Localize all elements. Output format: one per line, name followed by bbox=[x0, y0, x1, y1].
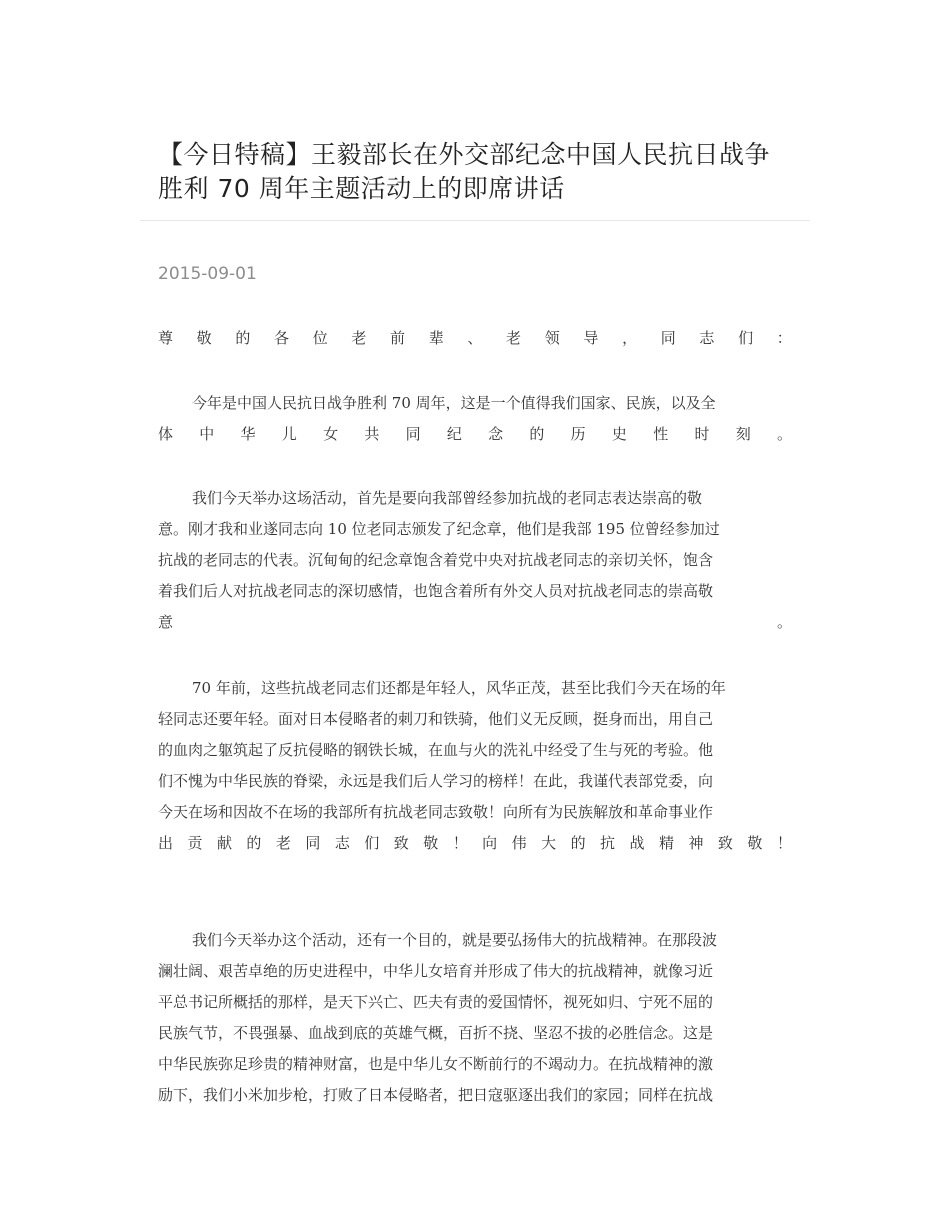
glyph: 的 bbox=[529, 425, 545, 443]
glyph: ！ bbox=[452, 834, 468, 852]
paragraph-line: 励下，我们小米加步枪，打败了日本侵略者，把日寇驱逐出我们的家园；同样在抗战 bbox=[158, 1086, 714, 1104]
glyph: 性 bbox=[653, 425, 669, 443]
glyph: 历 bbox=[570, 425, 586, 443]
glyph: 念 bbox=[488, 425, 504, 443]
glyph: 位 bbox=[312, 329, 328, 347]
glyph: 体 bbox=[158, 425, 174, 443]
title-divider bbox=[140, 220, 810, 221]
glyph: 各 bbox=[274, 329, 290, 347]
glyph: 精 bbox=[658, 834, 674, 852]
glyph: ： bbox=[776, 329, 792, 347]
justified-line bbox=[158, 323, 792, 354]
glyph: 致 bbox=[717, 834, 733, 852]
paragraph-line: 今天在场和因故不在场的我部所有抗战老同志致敬！向所有为民族解放和革命事业作 bbox=[158, 803, 714, 821]
glyph: 尊 bbox=[158, 329, 174, 347]
glyph: 共 bbox=[364, 425, 380, 443]
glyph: 纪 bbox=[446, 425, 462, 443]
glyph: 的 bbox=[570, 834, 586, 852]
glyph: 儿 bbox=[281, 425, 297, 443]
greeting bbox=[158, 323, 792, 354]
glyph: 导 bbox=[583, 329, 599, 347]
paragraph-line: 着我们后人对抗战老同志的深切感情，也饱含着所有外交人员对抗战老同志的崇高敬 bbox=[158, 582, 714, 600]
glyph: 时 bbox=[694, 425, 710, 443]
paragraph-line: 70 年前，这些抗战老同志们还都是年轻人，风华正茂，甚至比我们今天在场的年 bbox=[192, 679, 726, 697]
paragraph-line: 我们今天举办这个活动，还有一个目的，就是要弘扬伟大的抗战精神。在那段波 bbox=[192, 931, 718, 949]
glyph: 向 bbox=[482, 834, 498, 852]
glyph: 神 bbox=[688, 834, 704, 852]
glyph: 大 bbox=[541, 834, 557, 852]
glyph: ， bbox=[622, 329, 638, 347]
glyph: 同 bbox=[405, 425, 421, 443]
paragraph-3 bbox=[158, 673, 792, 859]
glyph: 敬 bbox=[196, 329, 212, 347]
glyph: 战 bbox=[629, 834, 645, 852]
glyph: 献 bbox=[216, 834, 232, 852]
title-line: 【今日特稿】王毅部长在外交部纪念中国人民抗日战争 bbox=[158, 140, 771, 169]
paragraph-line: 抗战的老同志的代表。沉甸甸的纪念章饱含着党中央对抗战老同志的亲切关怀，饱含 bbox=[158, 551, 714, 569]
paragraph-line: 我们今天举办这场活动，首先是要向我部曾经参加抗战的老同志表达崇高的敬 bbox=[192, 489, 703, 507]
glyph: 志 bbox=[699, 329, 715, 347]
glyph: 领 bbox=[544, 329, 560, 347]
glyph: 老 bbox=[275, 834, 291, 852]
publish-date: 2015-09-01 bbox=[158, 264, 257, 284]
glyph: 同 bbox=[660, 329, 676, 347]
glyph: 致 bbox=[393, 834, 409, 852]
paragraph-line: 今年是中国人民抗日战争胜利 70 周年，这是一个值得我们国家、民族，以及全 bbox=[192, 394, 716, 412]
paragraph-4 bbox=[158, 925, 792, 1111]
paragraph-line: 们不愧为中华民族的脊梁，永远是我们后人学习的榜样！在此，我谨代表部党委，向 bbox=[158, 772, 714, 790]
article-title bbox=[158, 138, 808, 206]
paragraph-line: 意。刚才我和业遂同志向 10 位老同志颁发了纪念章，他们是我部 195 位曾经参加过 bbox=[158, 520, 720, 538]
glyph: 伟 bbox=[511, 834, 527, 852]
glyph: 老 bbox=[351, 329, 367, 347]
glyph: 出 bbox=[158, 834, 174, 852]
glyph: 意 bbox=[158, 613, 174, 631]
glyph: 女 bbox=[323, 425, 339, 443]
justified-line bbox=[158, 607, 792, 638]
glyph: 中 bbox=[199, 425, 215, 443]
glyph: 史 bbox=[611, 425, 627, 443]
glyph: 的 bbox=[246, 834, 262, 852]
glyph: 抗 bbox=[600, 834, 616, 852]
glyph: 同 bbox=[305, 834, 321, 852]
glyph: 刻 bbox=[735, 425, 751, 443]
paragraph-line: 轻同志还要年轻。面对日本侵略者的刺刀和铁骑，他们义无反顾，挺身而出，用自己 bbox=[158, 710, 714, 728]
paragraph-line: 中华民族弥足珍贵的精神财富，也是中华儿女不断前行的不竭动力。在抗战精神的激 bbox=[158, 1055, 714, 1073]
glyph: ！ bbox=[776, 834, 792, 852]
glyph: 们 bbox=[738, 329, 754, 347]
glyph: 。 bbox=[776, 425, 792, 443]
glyph: 敬 bbox=[747, 834, 763, 852]
glyph: 老 bbox=[506, 329, 522, 347]
paragraph-1 bbox=[158, 388, 792, 450]
glyph: 辈 bbox=[428, 329, 444, 347]
paragraph-line: 民族气节，不畏强暴、血战到底的英雄气概，百折不挠、坚忍不拔的必胜信念。这是 bbox=[158, 1024, 714, 1042]
paragraph-line: 澜壮阔、艰苦卓绝的历史进程中，中华儿女培育并形成了伟大的抗战精神，就像习近 bbox=[158, 962, 714, 980]
glyph: 的 bbox=[235, 329, 251, 347]
glyph: 前 bbox=[390, 329, 406, 347]
paragraph-2 bbox=[158, 483, 792, 638]
paragraph-line: 平总书记所概括的那样，是天下兴亡、匹夫有责的爱国情怀，视死如归、宁死不屈的 bbox=[158, 993, 714, 1011]
glyph: 敬 bbox=[423, 834, 439, 852]
glyph: 华 bbox=[240, 425, 256, 443]
paragraph-line: 的血肉之躯筑起了反抗侵略的钢铁长城，在血与火的洗礼中经受了生与死的考验。他 bbox=[158, 741, 714, 759]
justified-line bbox=[158, 419, 792, 450]
title-line: 胜利 70 周年主题活动上的即席讲话 bbox=[158, 174, 565, 203]
glyph: 志 bbox=[334, 834, 350, 852]
glyph: 们 bbox=[364, 834, 380, 852]
glyph: 贡 bbox=[187, 834, 203, 852]
glyph: 。 bbox=[776, 613, 792, 631]
justified-line bbox=[158, 828, 792, 859]
glyph: 、 bbox=[467, 329, 483, 347]
